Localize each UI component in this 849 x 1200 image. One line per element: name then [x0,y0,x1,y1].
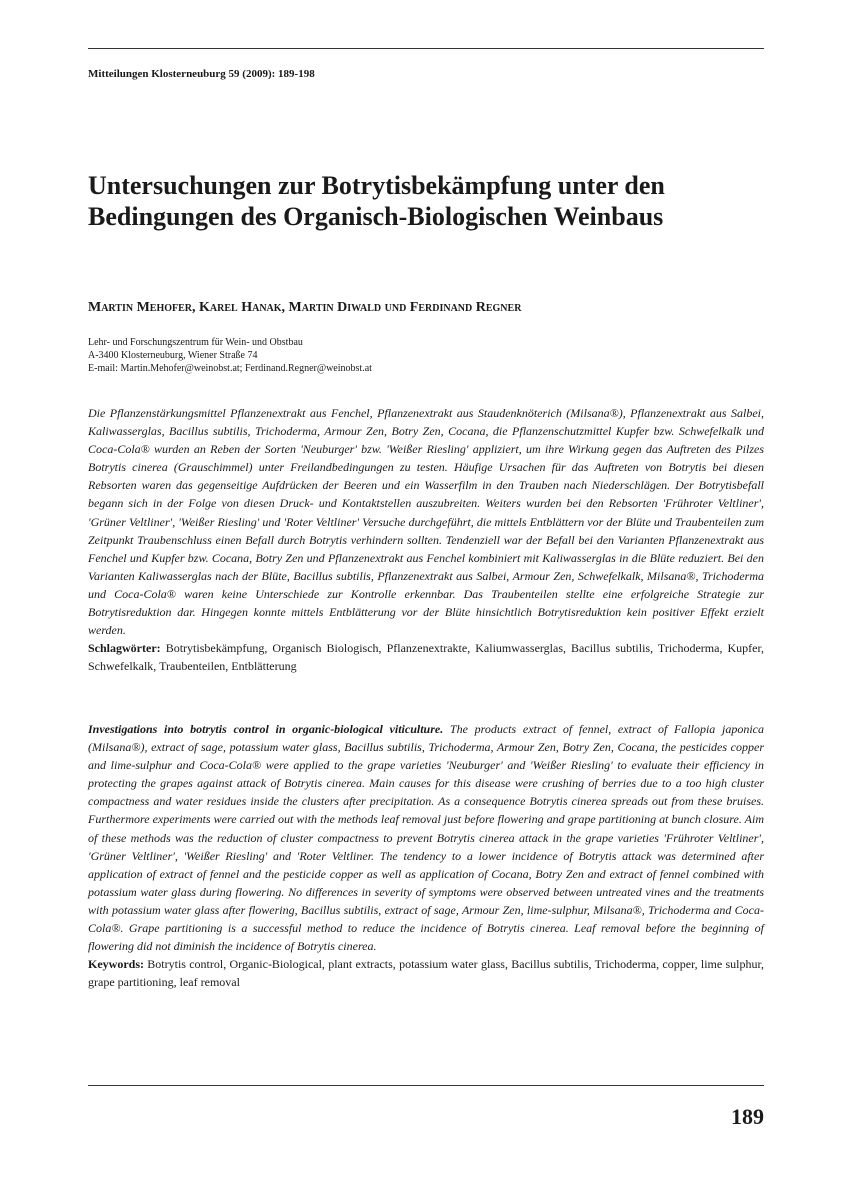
affiliation-email: E-mail: Martin.Mehofer@weinobst.at; Ferdinand.Regner@weinobst.at [88,363,372,374]
top-rule [88,48,764,49]
affiliation-block [88,336,372,375]
affiliation-line: Lehr- und Forschungszentrum für Wein- und Obstbau [88,337,303,348]
bottom-rule [88,1085,764,1086]
abstract-english-text: The products extract of fennel, extract of Fallopia japonica (Milsana®), extract of sage, potassium water glass, Bacillus subtilis, Trichoderma, Armour Zen, Botry Zen, Cocana, the pesticides copper and lime-sulphur and Coca-Cola® were applied to the grape varieties 'Neuburger' and 'Weißer Riesling' to evaluate their efficiency in protecting the grapes against attack of Botrytis cinerea. Main causes for this disease were crushing of berries due to a too high cluster compactness and water residues inside the clusters after precipitation. As a consequence Botrytis cinerea spreads out from these bruises. Furthermore experiments were carried out with the methods leaf removal just before flowering and grape partitioning at bunch closure. Aim of these methods was the reduction of cluster compactness to prevent Botrytis cinerea attack in the grape varieties 'Frühroter Veltliner', 'Grüner Veltliner', 'Weißer Riesling' and 'Roter Veltliner. The tendency to a lower incidence of Botrytis attack was determined after application of extract of fennel and the pesticide copper as well as application of Cocana, Botry Zen and extract of fennel combined with potassium water glass during flowering. No differences in severity of symptoms were observed between untreated vines and the treatments with potassium water glass after flowering, Bacillus subtilis, extract of sage, Armour Zen, lime-sulphur, Milsana®, Trichoderma and Coca-Cola®. Grape partitioning is a successful method to reduce the incidence of Botrytis cinerea. Leaf removal before the beginning of flowering did not diminish the incidence of Botrytis cinerea. [88,722,764,954]
journal-citation: Mitteilungen Klosterneuburg 59 (2009): 189-198 [88,68,315,80]
keywords-german: Botrytisbekämpfung, Organisch Biologisch, Pflanzenextrakte, Kaliumwasserglas, Bacillus subtilis, Trichoderma, Kupfer, Schwefelkalk, Traubenteilen, Entblätterung [88,641,765,674]
page-number: 189 [731,1104,764,1129]
abstract-english-title: Investigations into botrytis control in organic-biological viticulture. [88,722,444,736]
abstract-german [88,404,764,675]
abstract-english [88,720,764,991]
abstract-german-text: Die Pflanzenstärkungsmittel Pflanzenextrakt aus Fenchel, Pflanzenextrakt aus Staudenknöterich (Milsana®), Pflanzenextrakt aus Salbei, Kaliwasserglas, Bacillus subtilis, Trichoderma, Armour Zen, Botry Zen, Cocana, die Pflanzenschutzmittel Kupfer bzw. Schwefelkalk und Coca-Cola® wurden an Reben der Sorten 'Neuburger' bzw. 'Weißer Riesling' appliziert, um ihre Wirkung gegen das Auftreten des Pilzes Botrytis cinerea (Grauschimmel) unter Freilandbedingungen zu testen. Häufige Ursachen für das Auftreten von Botrytis bei diesen Rebsorten waren das gegenseitige Aufdrücken der Beeren und ein Wasserfilm in den Trauben nach Niederschlägen. Der Botrytisbefall begann sich in der Folge von diesen Druck- und Kontaktstellen auszubreiten. Weiters wurden bei den Rebsorten 'Frühroter Veltliner', 'Grüner Veltliner', 'Weißer Riesling' und 'Roter Veltliner' Versuche durchgeführt, die mittels Entblättern vor der Blüte und Traubenteilen zum Zeitpunkt Traubenschluss einen Befall durch Botrytis verhindern sollten. Tendenziell war der Befall bei den Varianten Pflanzenextrakt aus Fenchel und Kupfer bzw. Cocana, Botry Zen und Pflanzenextrakt aus Fenchel kombiniert mit Kaliwasserglas in die Blüte reduziert. Bei den Varianten Kaliwasserglas nach der Blüte, Bacillus subtilis, Pflanzenextrakt aus Salbei, Armour Zen, Schwefelkalk, Milsana®, Trichoderma und Coca-Cola® waren keine Unterschiede zur Kontrolle erkennbar. Das Traubenteilen stellte eine erfolgreiche Strategie zur Botrytisreduktion dar. Hingegen konnte mittels Entblätterung vor der Blüte hinsichtlich Botrytisreduktion kein positiver Effekt erzielt werden. [88,406,764,638]
affiliation-address: A-3400 Klosterneuburg, Wiener Straße 74 [88,350,258,361]
article-title: Untersuchungen zur Botrytisbekämpfung unter den Bedingungen des Organisch-Biologischen Weinbaus [88,171,665,231]
keywords-english: Botrytis control, Organic-Biological, plant extracts, potassium water glass, Bacillus subtilis, Trichoderma, copper, lime sulphur, grape partitioning, leaf removal [88,957,764,990]
keywords-german-label: Schlagwörter: [88,641,161,656]
keywords-english-label: Keywords: [88,957,144,972]
author-list: Martin Mehofer, Karel Hanak, Martin Diwald und Ferdinand Regner [88,300,522,315]
